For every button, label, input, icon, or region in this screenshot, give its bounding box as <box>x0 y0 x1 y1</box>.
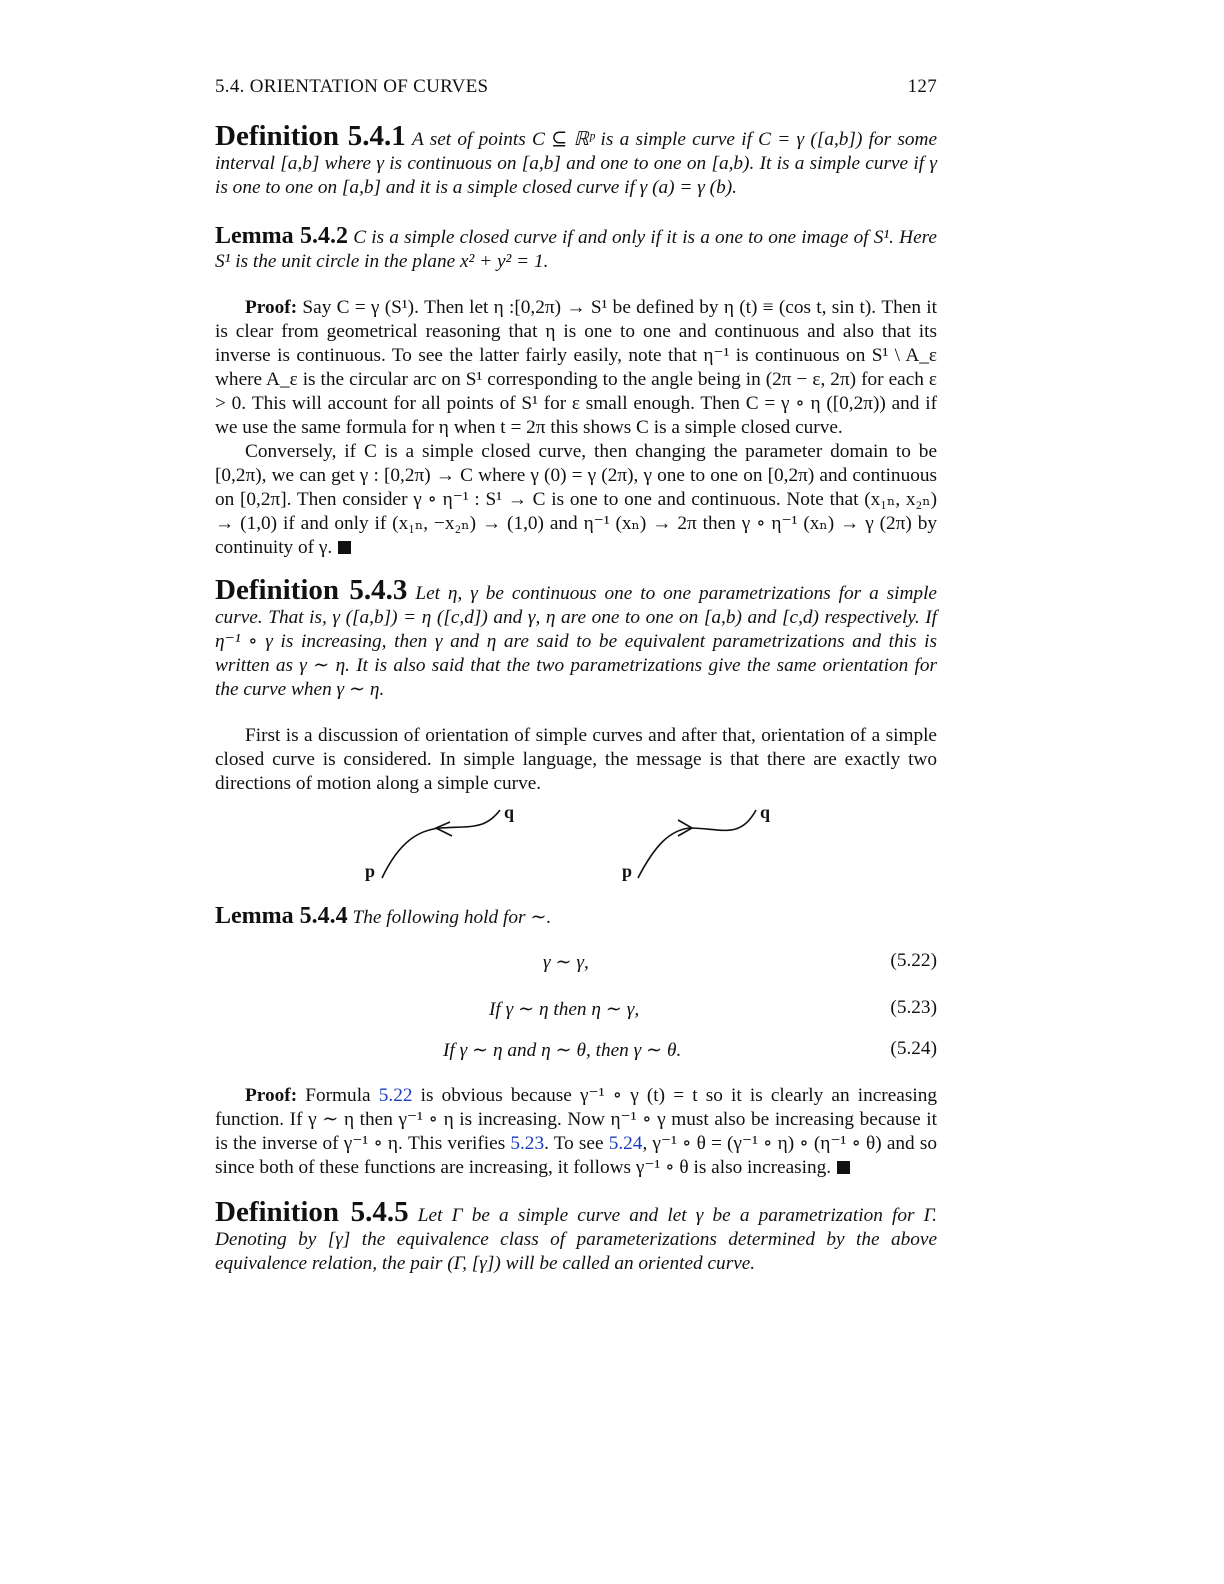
proof-text-4: , γ⁻¹ ∘ θ = (γ⁻¹ ∘ η) ∘ (η⁻¹ ∘ θ) and so since both of these functions are increasing, it follows γ⁻¹ ∘ θ is also increasing. <box>215 1133 937 1178</box>
qed-square <box>338 541 351 554</box>
equation-5-23 <box>215 997 937 1021</box>
left-arrowhead <box>436 822 452 836</box>
lemma-heading: Lemma 5.4.2 <box>215 223 349 249</box>
equation-expression: If γ ∼ η and η ∼ θ, then γ ∼ θ. <box>443 1040 682 1061</box>
equation-5-22 <box>215 950 937 974</box>
equation-link-5-24[interactable]: 5.24 <box>608 1133 643 1154</box>
proof-text-2: is obvious because γ⁻¹ ∘ γ (t) = t so it is clearly an increasing function. If γ ∼ η then γ⁻¹ ∘ η is increasing. Now η⁻¹ ∘ γ must also be increasing because it is the inverse of γ⁻¹ ∘ η. This verifies <box>215 1085 937 1154</box>
section-title: 5.4. ORIENTATION OF CURVES <box>215 76 489 97</box>
equation-link-5-23[interactable]: 5.23 <box>510 1133 545 1154</box>
left-curve-start-label: p <box>365 861 376 881</box>
proof-paragraph-1: Say C = γ (S¹). Then let η :[0,2π) → S¹ be defined by η (t) ≡ (cos t, sin t). Then it is clear from geometrical reasoning that η is one to one and continuous and also that its inverse is continuous. To see the latter fairly easily, note that η⁻¹ is continuous on S¹ \ A_ε where A_ε is the circular arc on S¹ corresponding to the angle being in (2π − ε, 2π) for each ε > 0. This will account for all points of S¹ for ε small enough. Then C = γ ∘ η ([0,2π)) and if we use the same formula for η when t = 2π this shows C is a simple closed curve. <box>215 297 937 438</box>
definition-5-4-5 <box>215 1196 938 1276</box>
proof-5-4-4 <box>215 1084 937 1180</box>
proof-label: Proof: <box>245 297 298 318</box>
equation-number: (5.23) <box>890 997 937 1018</box>
curves-diagram <box>360 800 800 890</box>
running-header <box>215 76 937 98</box>
proof-text-1: Formula <box>305 1085 371 1106</box>
right-curve <box>638 810 756 878</box>
definition-text: Let η, γ be continuous one to one parametrizations for a simple curve. That is, γ ([a,b]) = η ([c,d]) and γ, η are one to one on [a,b) and [c,d) respectively. If η⁻¹ ∘ γ is increasing, then γ and η are said to be equivalent parametrizations and this is written as γ ∼ η. It is also said that the two parametrizations give the same orientation for the curve when γ ∼ η. <box>215 583 937 700</box>
orientation-figure <box>360 800 800 890</box>
lemma-text: The following hold for ∼. <box>352 907 552 928</box>
proof-paragraph-2: Conversely, if C is a simple closed curve, then changing the parameter domain to be [0,2π), we can get γ : [0,2π) → C where γ (0) = γ (2π), γ one to one on [0,2π) and continuous on [0,2π]. Then consider γ ∘ η⁻¹ : S¹ → C is one to one and continuous. Note that (x₁ₙ, x₂ₙ) → (1,0) if and only if (x₁ₙ, −x₂ₙ) → (1,0) and η⁻¹ (xₙ) → 2π then γ ∘ η⁻¹ (xₙ) → γ (2π) by continuity of γ. <box>215 441 937 558</box>
left-curve-end-label: q <box>504 802 515 822</box>
equation-link-5-22[interactable]: 5.22 <box>378 1085 413 1106</box>
page-number: 127 <box>907 76 937 97</box>
equation-expression: If γ ∼ η then η ∼ γ, <box>489 999 640 1020</box>
qed-square <box>837 1161 850 1174</box>
proof-5-4-2 <box>215 296 937 560</box>
definition-5-4-3 <box>215 574 937 702</box>
definition-text: A set of points C ⊆ ℝᵖ is a simple curve if C = γ ([a,b]) for some interval [a,b] where γ is continuous on [a,b] and one to one on [a,b). It is a simple curve if γ is one to one on [a,b] and it is a simple closed curve if γ (a) = γ (b). <box>215 129 937 198</box>
equation-5-24 <box>215 1038 937 1062</box>
lemma-text: C is a simple closed curve if and only if it is a one to one image of S¹. Here S¹ is the unit circle in the plane x² + y² = 1. <box>215 227 937 272</box>
intro-paragraph <box>215 724 937 796</box>
left-curve <box>382 810 500 878</box>
lemma-5-4-2 <box>215 224 937 274</box>
lemma-heading: Lemma 5.4.4 <box>215 903 348 929</box>
intro-text: First is a discussion of orientation of simple curves and after that, orientation of a simple closed curve is considered. In simple language, the message is that there are exactly two directions of motion along a simple curve. <box>215 725 937 794</box>
lemma-5-4-4 <box>215 904 937 930</box>
right-curve-end-label: q <box>760 802 771 822</box>
definition-text: Let Γ be a simple curve and let γ be a parametrization for Γ. Denoting by [γ] the equivalence class of parameterizations determined by the above equivalence relation, the pair (Γ, [γ]) will be called an oriented curve. <box>215 1205 938 1274</box>
definition-heading: Definition 5.4.1 <box>215 120 406 152</box>
equation-number: (5.24) <box>890 1038 937 1059</box>
equation-number: (5.22) <box>890 950 937 971</box>
definition-heading: Definition 5.4.5 <box>215 1196 409 1228</box>
proof-label: Proof: <box>245 1085 298 1106</box>
right-curve-start-label: p <box>622 861 633 881</box>
equation-expression: γ ∼ γ, <box>543 952 589 973</box>
definition-heading: Definition 5.4.3 <box>215 574 408 606</box>
definition-5-4-1 <box>215 120 937 200</box>
proof-text-3: . To see <box>544 1133 604 1154</box>
